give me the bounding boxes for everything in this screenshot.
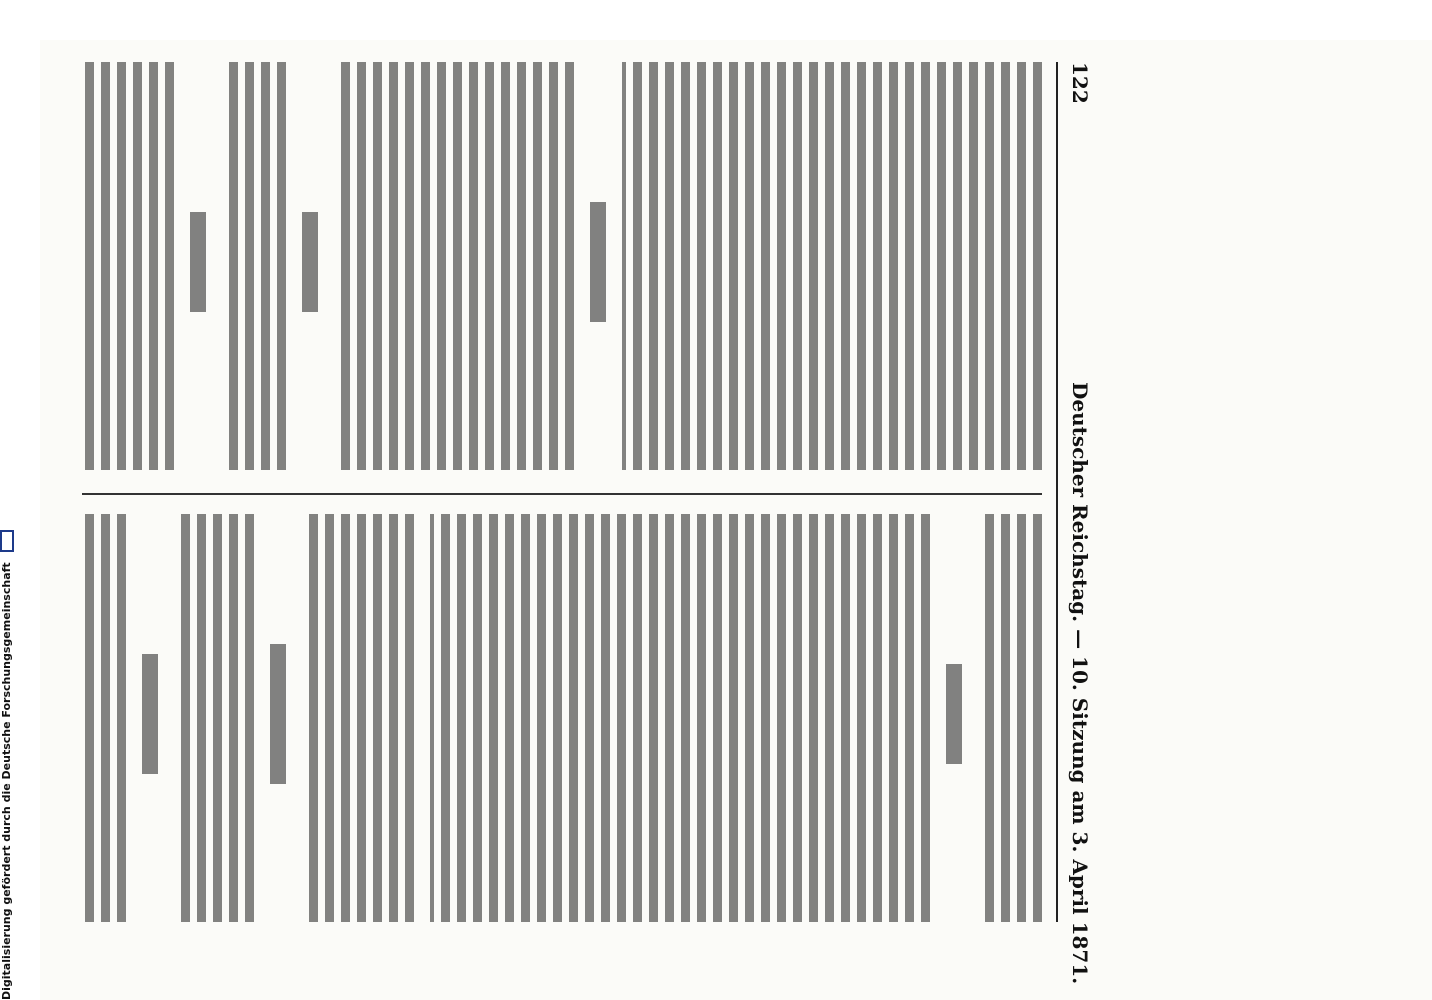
page-header bbox=[1052, 62, 1092, 985]
column-right bbox=[82, 514, 1042, 922]
text-block bbox=[82, 62, 174, 470]
interjection bbox=[270, 644, 286, 784]
interjection bbox=[142, 654, 158, 774]
text-block bbox=[978, 514, 1042, 922]
text-block bbox=[302, 514, 414, 922]
text-block bbox=[334, 62, 574, 470]
digitization-footer bbox=[0, 0, 18, 1000]
text-block bbox=[174, 514, 254, 922]
text-block bbox=[622, 62, 1042, 470]
column-left bbox=[82, 62, 1042, 470]
footer-credit: Digitalisierung gefördert durch die Deutsche Forschungsgemeinschaft bbox=[0, 562, 13, 1000]
running-head: Deutscher Reichstag. — 10. Sitzung am 3. April 1871. bbox=[1068, 382, 1092, 985]
text-block bbox=[82, 514, 126, 922]
interjection bbox=[190, 212, 206, 312]
header-rule bbox=[1056, 62, 1058, 922]
interjection bbox=[946, 664, 962, 764]
interjection bbox=[590, 202, 606, 322]
text-block bbox=[430, 514, 930, 922]
page-number: 122 bbox=[1068, 62, 1092, 104]
interjection bbox=[302, 212, 318, 312]
dfg-logo-icon bbox=[0, 530, 14, 552]
rotated-page-content bbox=[62, 42, 1102, 985]
text-block bbox=[222, 62, 286, 470]
column-divider bbox=[82, 493, 1042, 495]
